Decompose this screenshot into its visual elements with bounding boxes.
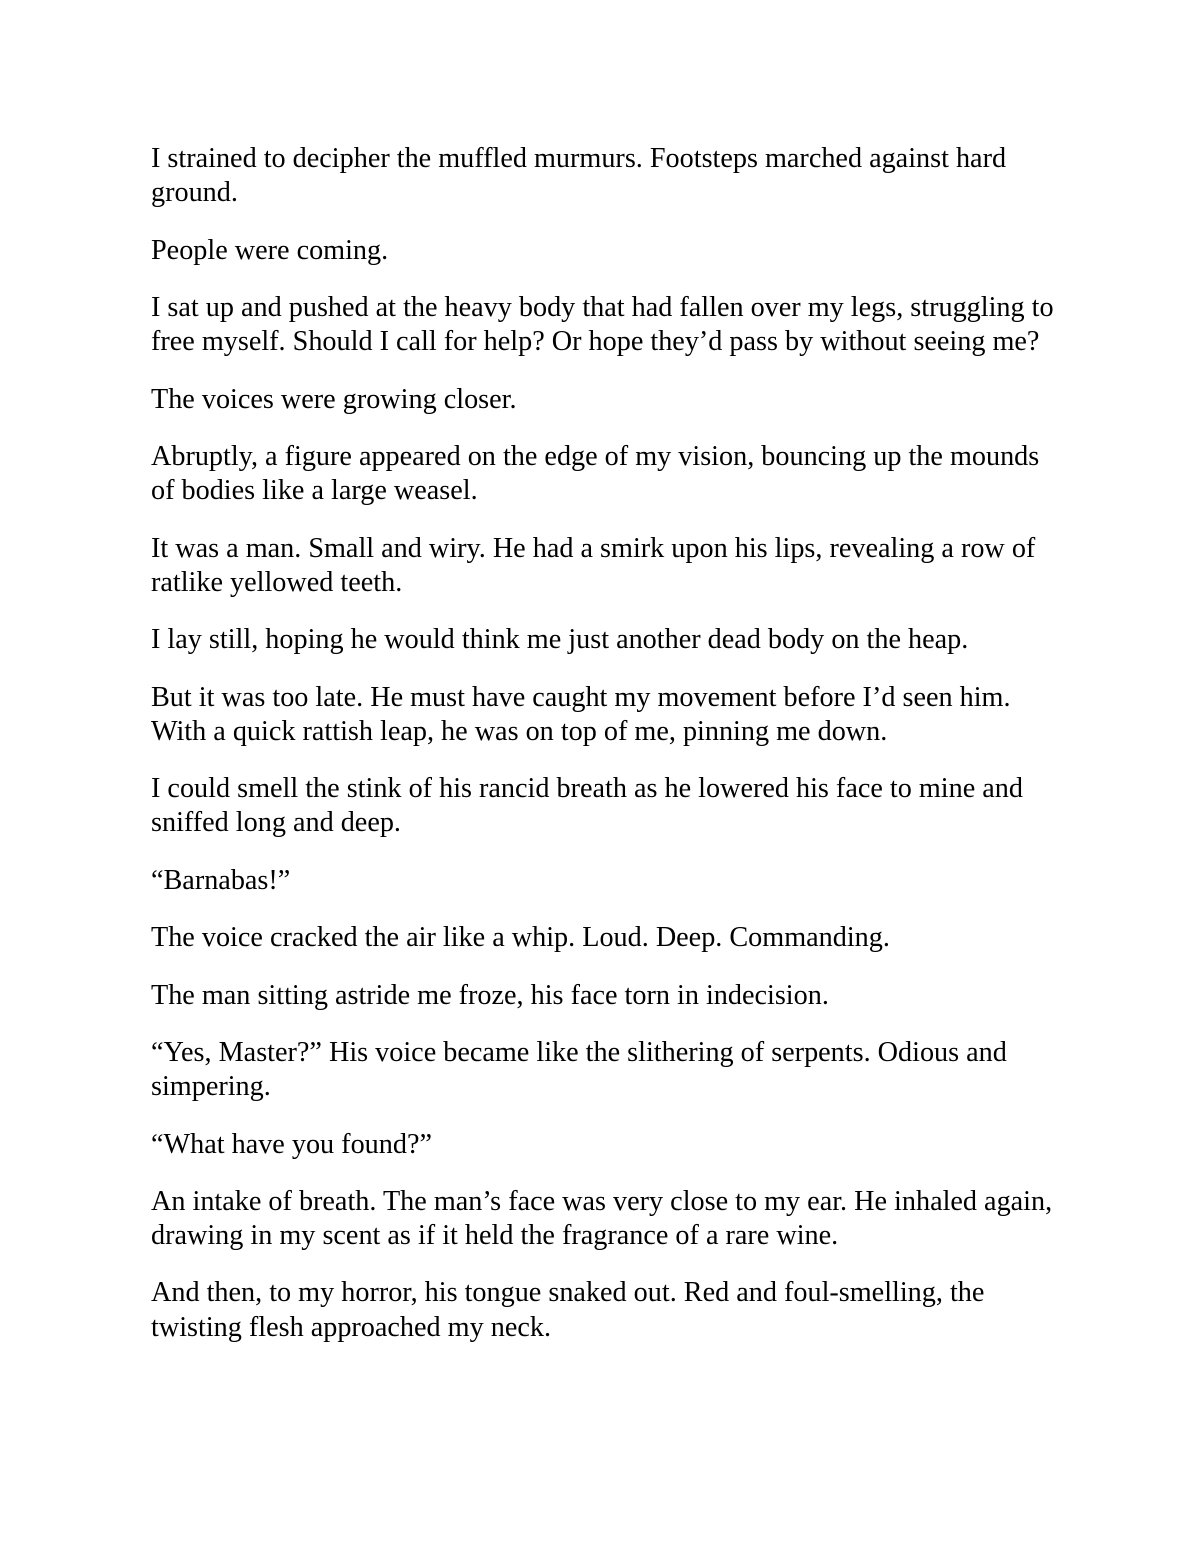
paragraph: “Barnabas!”	[151, 864, 291, 896]
paragraph: I strained to decipher the muffled murmurs. Footsteps marched against hard ground.	[151, 143, 1007, 209]
paragraph: “Yes, Master?” His voice became like the slithering of serpents. Odious and simpering.	[151, 1036, 1007, 1103]
paragraph: And then, to my horror, his tongue snaked out. Red and foul-smelling, the twisting flesh approached my neck.	[151, 1277, 985, 1343]
paragraph: “What have you found?”	[151, 1128, 432, 1160]
paragraph: People were coming.	[151, 234, 389, 266]
paragraph: But it was too late. He must have caught my movement before I’d seen him. With a quick rattish leap, he was on top of me, pinning me down.	[151, 681, 1011, 747]
paragraph: Abruptly, a figure appeared on the edge of my vision, bouncing up the mounds of bodies like a large weasel.	[151, 440, 1040, 507]
paragraph: The man sitting astride me froze, his face torn in indecision.	[151, 979, 829, 1011]
paragraph: I sat up and pushed at the heavy body that had fallen over my legs, struggling to free myself. Should I call for help? Or hope they’d pass by without seeing me?	[151, 291, 1054, 358]
paragraph: I lay still, hoping he would think me just another dead body on the heap.	[151, 624, 969, 656]
document-body	[151, 142, 1056, 1368]
paragraph: It was a man. Small and wiry. He had a smirk upon his lips, revealing a row of ratlike yellowed teeth.	[151, 532, 1036, 598]
paragraph: I could smell the stink of his rancid breath as he lowered his face to mine and sniffed long and deep.	[151, 773, 1023, 839]
paragraph: An intake of breath. The man’s face was very close to my ear. He inhaled again, drawing in my scent as if it held the fragrance of a rare wine.	[151, 1185, 1053, 1252]
paragraph: The voice cracked the air like a whip. Loud. Deep. Commanding.	[151, 922, 890, 954]
paragraph: The voices were growing closer.	[151, 383, 517, 415]
